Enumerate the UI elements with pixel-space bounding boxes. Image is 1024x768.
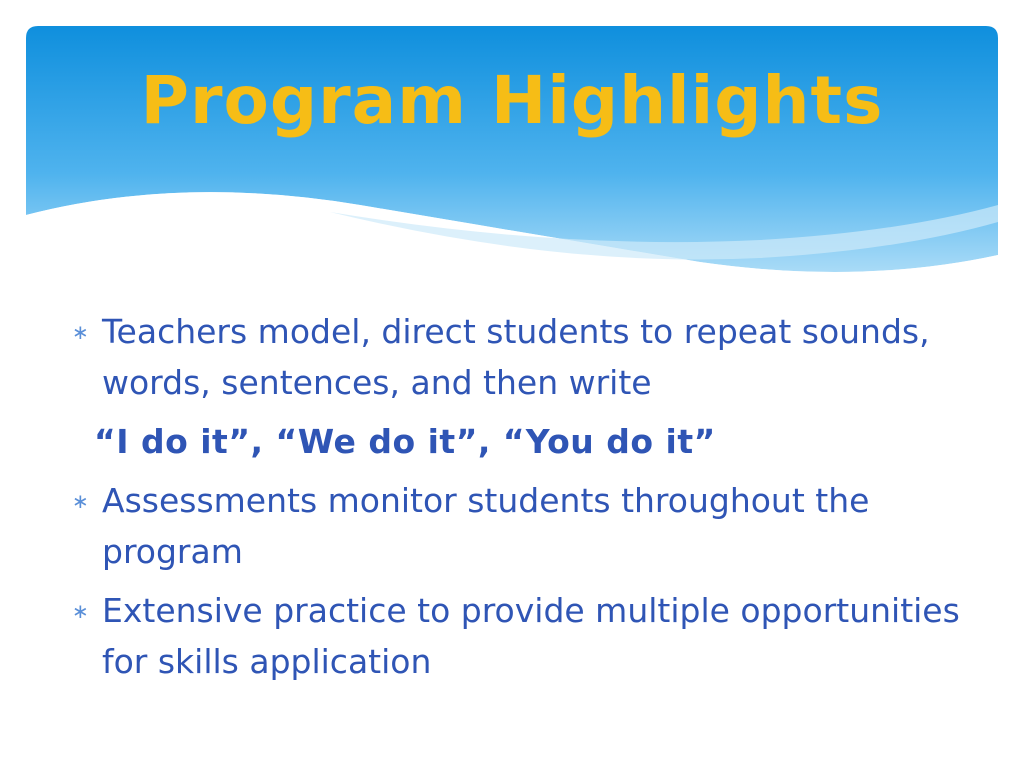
slide-title: Program Highlights <box>140 62 884 139</box>
asterisk-bullet-icon: ∗ <box>72 599 89 623</box>
bullet-item <box>72 585 972 687</box>
bullet-subline: “I do it”, “We do it”, “You do it” <box>94 422 716 461</box>
asterisk-bullet-icon: ∗ <box>72 320 89 344</box>
bullet-text: Teachers model, direct students to repeat sounds, words, sentences, and then write <box>102 312 930 402</box>
header-wave-background <box>0 0 1024 300</box>
bullet-text: Extensive practice to provide multiple opportunities for skills application <box>102 591 960 681</box>
asterisk-bullet-icon: ∗ <box>72 489 89 513</box>
bullet-list <box>72 306 972 695</box>
bullet-item <box>72 306 972 408</box>
bullet-item <box>72 475 972 577</box>
bullet-text: Assessments monitor students throughout the program <box>102 481 870 571</box>
